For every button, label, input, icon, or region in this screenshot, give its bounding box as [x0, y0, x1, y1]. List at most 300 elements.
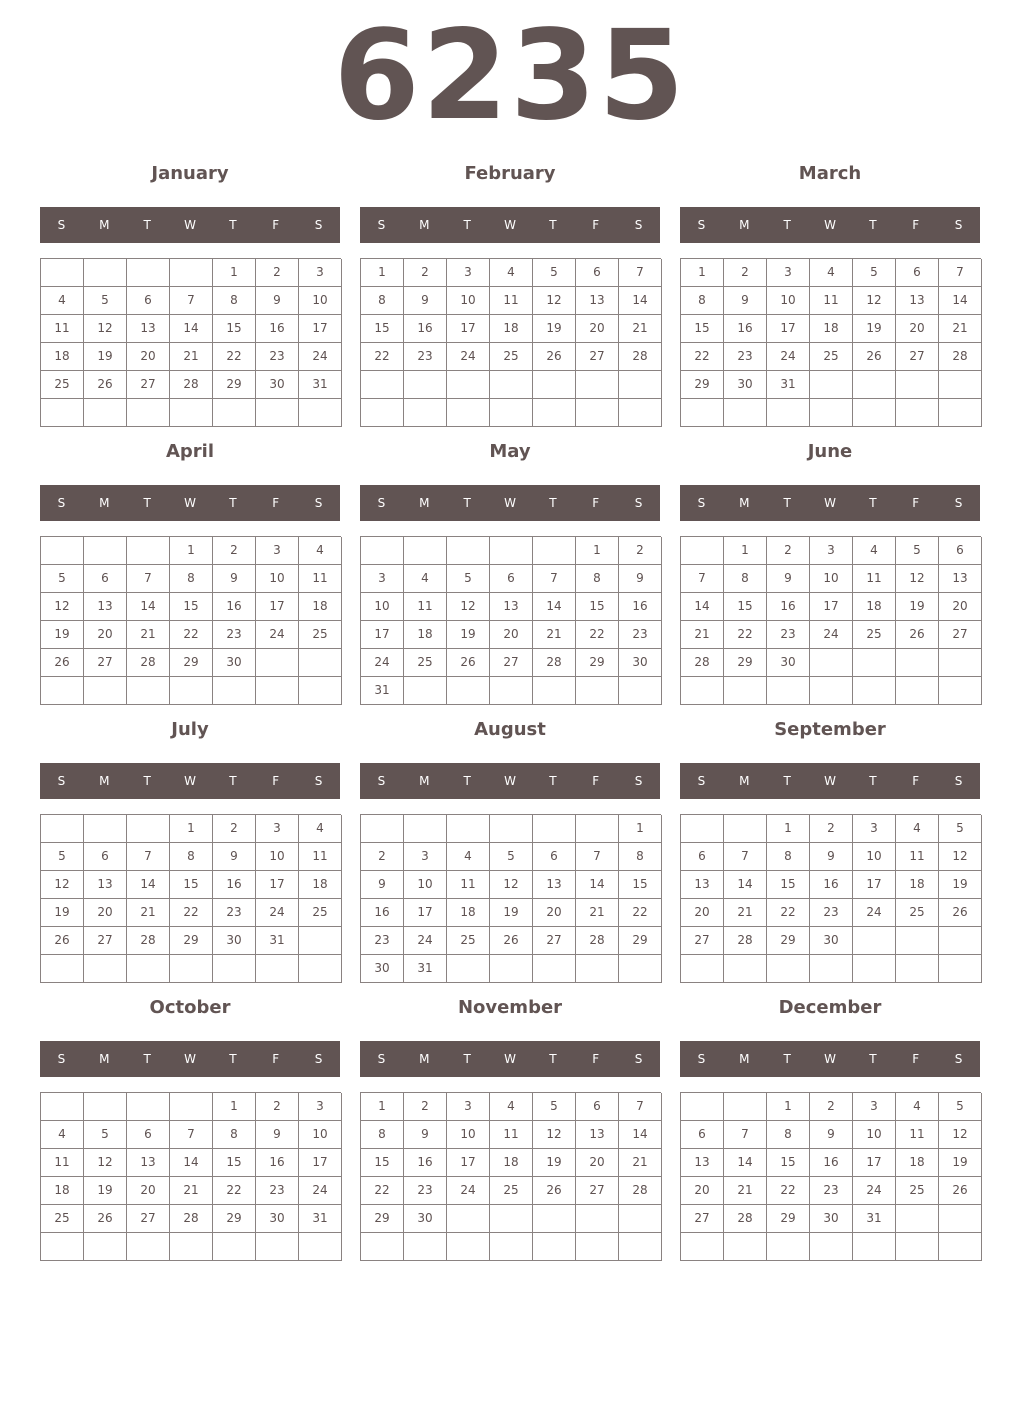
day-cell: 16	[213, 593, 256, 621]
day-cell: 21	[619, 1149, 662, 1177]
empty-day-cell	[619, 371, 662, 399]
day-cell: 28	[619, 343, 662, 371]
day-cell: 6	[533, 843, 576, 871]
weekday-label: S	[314, 1052, 323, 1066]
empty-day-cell	[299, 927, 342, 955]
weekday-label: S	[377, 218, 386, 232]
day-cell: 7	[127, 565, 170, 593]
empty-day-cell	[681, 955, 724, 983]
day-cell: 9	[810, 843, 853, 871]
empty-day-cell	[810, 371, 853, 399]
empty-day-cell	[213, 677, 256, 705]
weekday-label: T	[869, 496, 877, 510]
day-cell: 6	[127, 1121, 170, 1149]
month-june	[680, 437, 980, 669]
empty-day-cell	[767, 1233, 810, 1261]
day-cell: 16	[810, 1149, 853, 1177]
empty-day-cell	[490, 537, 533, 565]
day-cell: 15	[170, 871, 213, 899]
day-cell: 22	[170, 899, 213, 927]
day-cell: 16	[810, 871, 853, 899]
weekday-label: S	[314, 496, 323, 510]
day-cell: 28	[724, 927, 767, 955]
day-cell: 14	[619, 1121, 662, 1149]
empty-day-cell	[533, 399, 576, 427]
empty-day-cell	[939, 1205, 982, 1233]
day-cell: 12	[939, 843, 982, 871]
day-cell: 31	[767, 371, 810, 399]
weekday-header	[680, 485, 980, 521]
day-cell: 20	[84, 621, 127, 649]
day-cell: 27	[939, 621, 982, 649]
day-cell: 7	[724, 843, 767, 871]
day-cell: 17	[404, 899, 447, 927]
day-cell: 20	[576, 315, 619, 343]
day-cell: 31	[404, 955, 447, 983]
day-cell: 26	[853, 343, 896, 371]
weekday-label: T	[229, 774, 237, 788]
day-cell: 11	[404, 593, 447, 621]
day-cell: 18	[447, 899, 490, 927]
day-cell: 4	[896, 815, 939, 843]
empty-day-cell	[127, 1233, 170, 1261]
day-cell: 18	[490, 1149, 533, 1177]
day-cell: 21	[724, 1177, 767, 1205]
day-cell: 9	[213, 565, 256, 593]
day-cell: 9	[810, 1121, 853, 1149]
weekday-label: T	[143, 218, 151, 232]
day-cell: 4	[853, 537, 896, 565]
day-cell: 6	[84, 565, 127, 593]
empty-day-cell	[896, 1233, 939, 1261]
month-name: March	[798, 163, 862, 184]
empty-day-cell	[576, 1205, 619, 1233]
empty-day-cell	[361, 399, 404, 427]
empty-day-cell	[724, 815, 767, 843]
day-cell: 15	[619, 871, 662, 899]
day-cell: 12	[533, 1121, 576, 1149]
empty-day-cell	[724, 399, 767, 427]
day-cell: 4	[447, 843, 490, 871]
day-cell: 17	[810, 593, 853, 621]
month-name: December	[778, 997, 882, 1018]
weekday-label: T	[783, 774, 791, 788]
empty-day-cell	[256, 649, 299, 677]
day-cell: 27	[896, 343, 939, 371]
day-cell: 3	[256, 537, 299, 565]
day-cell: 7	[533, 565, 576, 593]
weekday-label: M	[99, 218, 110, 232]
weekday-label: M	[419, 218, 430, 232]
day-cell: 1	[361, 259, 404, 287]
day-cell: 18	[896, 1149, 939, 1177]
empty-day-cell	[41, 537, 84, 565]
day-cell: 10	[404, 871, 447, 899]
day-cell: 12	[939, 1121, 982, 1149]
empty-day-cell	[299, 677, 342, 705]
day-cell: 16	[213, 871, 256, 899]
empty-day-cell	[361, 371, 404, 399]
day-cell: 28	[619, 1177, 662, 1205]
day-cell: 19	[939, 1149, 982, 1177]
day-cell: 28	[939, 343, 982, 371]
empty-day-cell	[939, 399, 982, 427]
day-cell: 29	[361, 1205, 404, 1233]
day-cell: 19	[84, 343, 127, 371]
month-name: July	[171, 719, 209, 740]
empty-day-cell	[576, 399, 619, 427]
day-cell: 23	[213, 621, 256, 649]
weekday-label: T	[463, 774, 471, 788]
day-cell: 30	[724, 371, 767, 399]
day-cell: 29	[724, 649, 767, 677]
day-cell: 16	[256, 1149, 299, 1177]
empty-day-cell	[361, 1233, 404, 1261]
day-cell: 25	[447, 927, 490, 955]
empty-day-cell	[681, 677, 724, 705]
empty-day-cell	[84, 399, 127, 427]
month-december	[680, 993, 980, 1225]
day-cell: 26	[41, 649, 84, 677]
weekday-label: T	[463, 496, 471, 510]
month-name: September	[774, 719, 886, 740]
day-cell: 23	[404, 1177, 447, 1205]
day-cell: 20	[127, 1177, 170, 1205]
weekday-label: T	[143, 774, 151, 788]
empty-day-cell	[170, 259, 213, 287]
day-cell: 15	[767, 1149, 810, 1177]
weekday-label: S	[314, 218, 323, 232]
day-cell: 9	[404, 287, 447, 315]
weekday-label: F	[272, 1052, 280, 1066]
day-cell: 30	[767, 649, 810, 677]
day-cell: 25	[404, 649, 447, 677]
day-cell: 7	[170, 1121, 213, 1149]
day-cell: 6	[576, 259, 619, 287]
empty-day-cell	[127, 1093, 170, 1121]
empty-day-cell	[681, 537, 724, 565]
day-cell: 27	[84, 927, 127, 955]
weekday-label: F	[912, 774, 920, 788]
day-cell: 6	[681, 843, 724, 871]
empty-day-cell	[404, 537, 447, 565]
day-cell: 8	[724, 565, 767, 593]
day-cell: 20	[939, 593, 982, 621]
day-cell: 14	[127, 593, 170, 621]
day-cell: 10	[361, 593, 404, 621]
day-cell: 24	[447, 343, 490, 371]
day-cell: 16	[767, 593, 810, 621]
day-grid	[40, 1092, 341, 1261]
day-cell: 15	[767, 871, 810, 899]
day-cell: 4	[490, 1093, 533, 1121]
day-cell: 4	[41, 1121, 84, 1149]
day-cell: 21	[576, 899, 619, 927]
weekday-header	[360, 1041, 660, 1077]
day-cell: 26	[41, 927, 84, 955]
day-cell: 29	[767, 1205, 810, 1233]
day-cell: 27	[576, 343, 619, 371]
weekday-label: W	[504, 1052, 516, 1066]
weekday-header	[40, 485, 340, 521]
weekday-label: S	[697, 774, 706, 788]
month-may	[360, 437, 660, 697]
day-cell: 20	[681, 1177, 724, 1205]
day-cell: 10	[447, 287, 490, 315]
weekday-label: M	[419, 1052, 430, 1066]
day-cell: 22	[767, 1177, 810, 1205]
day-cell: 25	[490, 343, 533, 371]
day-cell: 20	[127, 343, 170, 371]
empty-day-cell	[127, 537, 170, 565]
day-cell: 30	[256, 371, 299, 399]
weekday-label: W	[184, 1052, 196, 1066]
weekday-label: T	[783, 496, 791, 510]
day-cell: 11	[447, 871, 490, 899]
day-cell: 15	[576, 593, 619, 621]
weekday-label: T	[229, 1052, 237, 1066]
empty-day-cell	[939, 1233, 982, 1261]
day-cell: 5	[84, 1121, 127, 1149]
day-cell: 26	[84, 1205, 127, 1233]
empty-day-cell	[84, 259, 127, 287]
day-cell: 15	[724, 593, 767, 621]
day-cell: 22	[724, 621, 767, 649]
day-cell: 13	[84, 871, 127, 899]
day-cell: 8	[576, 565, 619, 593]
empty-day-cell	[810, 649, 853, 677]
weekday-label: S	[377, 496, 386, 510]
day-cell: 2	[404, 1093, 447, 1121]
weekday-label: F	[912, 218, 920, 232]
day-cell: 14	[127, 871, 170, 899]
weekday-label: T	[143, 1052, 151, 1066]
empty-day-cell	[299, 649, 342, 677]
empty-day-cell	[447, 815, 490, 843]
day-cell: 27	[127, 1205, 170, 1233]
day-cell: 22	[170, 621, 213, 649]
day-cell: 5	[853, 259, 896, 287]
day-cell: 13	[127, 315, 170, 343]
weekday-label: S	[697, 1052, 706, 1066]
weekday-label: S	[634, 774, 643, 788]
day-cell: 3	[767, 259, 810, 287]
weekday-label: F	[272, 218, 280, 232]
day-cell: 23	[213, 899, 256, 927]
empty-day-cell	[576, 1233, 619, 1261]
day-cell: 15	[213, 1149, 256, 1177]
day-cell: 13	[939, 565, 982, 593]
day-cell: 24	[404, 927, 447, 955]
day-cell: 6	[939, 537, 982, 565]
weekday-label: T	[549, 496, 557, 510]
weekday-label: M	[419, 774, 430, 788]
weekday-label: T	[143, 496, 151, 510]
day-cell: 1	[681, 259, 724, 287]
day-cell: 19	[447, 621, 490, 649]
empty-day-cell	[810, 1233, 853, 1261]
weekday-label: S	[954, 774, 963, 788]
empty-day-cell	[810, 677, 853, 705]
day-cell: 30	[213, 927, 256, 955]
empty-day-cell	[576, 815, 619, 843]
empty-day-cell	[170, 1093, 213, 1121]
weekday-header	[680, 763, 980, 799]
day-cell: 3	[810, 537, 853, 565]
empty-day-cell	[939, 649, 982, 677]
empty-day-cell	[41, 259, 84, 287]
day-cell: 28	[127, 927, 170, 955]
empty-day-cell	[853, 399, 896, 427]
day-cell: 29	[619, 927, 662, 955]
day-cell: 29	[213, 1205, 256, 1233]
day-cell: 14	[170, 315, 213, 343]
weekday-label: T	[549, 218, 557, 232]
day-cell: 19	[41, 899, 84, 927]
weekday-header	[360, 763, 660, 799]
weekday-header	[680, 207, 980, 243]
weekday-label: M	[99, 496, 110, 510]
weekday-label: S	[57, 496, 66, 510]
day-cell: 27	[490, 649, 533, 677]
day-cell: 8	[170, 565, 213, 593]
day-cell: 11	[299, 843, 342, 871]
day-cell: 1	[619, 815, 662, 843]
day-grid	[680, 258, 981, 427]
day-cell: 10	[853, 843, 896, 871]
weekday-label: T	[783, 218, 791, 232]
empty-day-cell	[853, 927, 896, 955]
day-cell: 17	[853, 871, 896, 899]
day-cell: 11	[853, 565, 896, 593]
empty-day-cell	[619, 1205, 662, 1233]
day-cell: 25	[41, 1205, 84, 1233]
day-cell: 13	[681, 871, 724, 899]
day-cell: 25	[490, 1177, 533, 1205]
empty-day-cell	[447, 399, 490, 427]
day-cell: 18	[853, 593, 896, 621]
month-name: June	[807, 441, 853, 462]
empty-day-cell	[724, 1093, 767, 1121]
empty-day-cell	[853, 649, 896, 677]
day-cell: 28	[533, 649, 576, 677]
day-cell: 12	[84, 315, 127, 343]
day-cell: 2	[619, 537, 662, 565]
day-cell: 11	[41, 1149, 84, 1177]
month-february	[360, 159, 660, 379]
weekday-label: F	[592, 218, 600, 232]
day-cell: 6	[490, 565, 533, 593]
empty-day-cell	[853, 371, 896, 399]
day-cell: 2	[767, 537, 810, 565]
day-cell: 1	[767, 1093, 810, 1121]
day-cell: 13	[533, 871, 576, 899]
weekday-label: W	[824, 1052, 836, 1066]
empty-day-cell	[299, 955, 342, 983]
day-cell: 20	[490, 621, 533, 649]
day-cell: 4	[299, 815, 342, 843]
day-cell: 5	[939, 1093, 982, 1121]
day-cell: 15	[213, 315, 256, 343]
empty-day-cell	[576, 955, 619, 983]
day-cell: 21	[170, 343, 213, 371]
day-cell: 15	[170, 593, 213, 621]
day-grid	[680, 1092, 981, 1261]
day-cell: 24	[853, 1177, 896, 1205]
day-grid	[680, 814, 981, 983]
day-cell: 24	[299, 1177, 342, 1205]
empty-day-cell	[404, 677, 447, 705]
weekday-label: T	[549, 1052, 557, 1066]
day-cell: 2	[404, 259, 447, 287]
day-cell: 21	[939, 315, 982, 343]
day-cell: 24	[447, 1177, 490, 1205]
day-cell: 31	[299, 1205, 342, 1233]
day-cell: 31	[361, 677, 404, 705]
day-cell: 2	[213, 815, 256, 843]
day-cell: 7	[724, 1121, 767, 1149]
day-cell: 28	[681, 649, 724, 677]
day-cell: 26	[84, 371, 127, 399]
empty-day-cell	[619, 399, 662, 427]
day-cell: 5	[533, 259, 576, 287]
day-cell: 14	[576, 871, 619, 899]
day-cell: 23	[256, 343, 299, 371]
day-cell: 9	[619, 565, 662, 593]
month-name: February	[464, 163, 556, 184]
day-cell: 1	[170, 537, 213, 565]
empty-day-cell	[853, 955, 896, 983]
day-cell: 11	[810, 287, 853, 315]
day-grid	[360, 258, 661, 427]
day-cell: 31	[256, 927, 299, 955]
day-cell: 24	[853, 899, 896, 927]
day-cell: 13	[681, 1149, 724, 1177]
day-cell: 7	[576, 843, 619, 871]
day-cell: 11	[490, 287, 533, 315]
empty-day-cell	[127, 399, 170, 427]
day-cell: 19	[41, 621, 84, 649]
day-cell: 31	[299, 371, 342, 399]
weekday-label: T	[549, 774, 557, 788]
year-title: 6235	[333, 4, 687, 148]
weekday-label: W	[824, 218, 836, 232]
day-cell: 30	[256, 1205, 299, 1233]
day-cell: 23	[404, 343, 447, 371]
day-cell: 30	[404, 1205, 447, 1233]
weekday-label: T	[869, 218, 877, 232]
empty-day-cell	[490, 677, 533, 705]
weekday-label: F	[592, 774, 600, 788]
weekday-label: W	[184, 218, 196, 232]
day-cell: 6	[576, 1093, 619, 1121]
empty-day-cell	[896, 677, 939, 705]
day-cell: 8	[767, 1121, 810, 1149]
weekday-header	[360, 207, 660, 243]
weekday-label: W	[504, 774, 516, 788]
day-cell: 30	[361, 955, 404, 983]
day-cell: 9	[724, 287, 767, 315]
month-july	[40, 715, 340, 947]
empty-day-cell	[939, 927, 982, 955]
day-cell: 18	[41, 1177, 84, 1205]
day-cell: 12	[41, 871, 84, 899]
empty-day-cell	[127, 677, 170, 705]
day-cell: 16	[404, 1149, 447, 1177]
empty-day-cell	[41, 1093, 84, 1121]
day-cell: 13	[490, 593, 533, 621]
day-cell: 20	[533, 899, 576, 927]
